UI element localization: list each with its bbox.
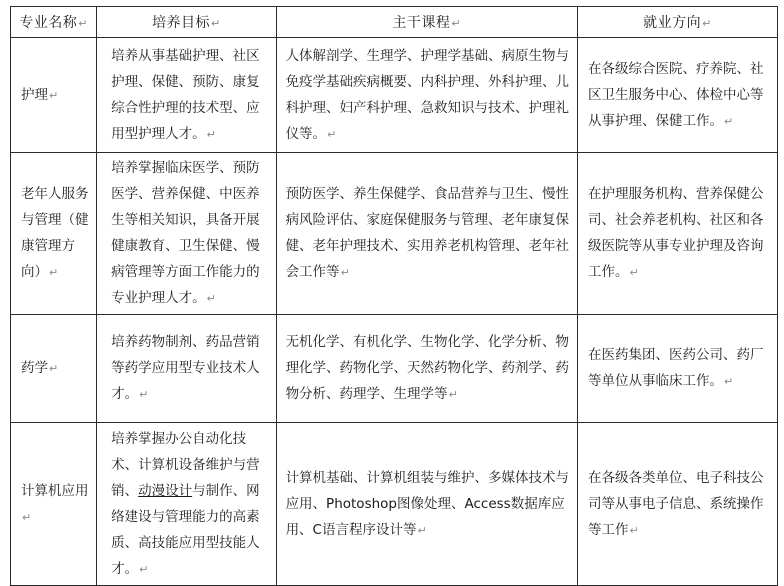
cell-major-name: 计算机应用↵ <box>11 423 97 586</box>
header-main-courses: 主干课程↵ <box>276 7 577 38</box>
paragraph-mark-icon: ↵ <box>78 17 88 30</box>
paragraph-mark-icon: ↵ <box>417 523 427 537</box>
table-row <box>11 315 778 423</box>
paragraph-mark-icon: ↵ <box>340 266 350 279</box>
paragraph-mark-icon: ↵ <box>49 88 59 102</box>
paragraph-mark-icon: ↵ <box>724 375 734 388</box>
cell-career-direction: 在各级综合医院、疗养院、社区卫生服务中心、体检中心等从事护理、保健工作。↵ <box>578 38 778 153</box>
header-training-goal: 培养目标↵ <box>97 7 276 38</box>
paragraph-mark-icon: ↵ <box>49 362 59 375</box>
paragraph-mark-icon: ↵ <box>629 266 639 279</box>
cell-training-goal: 培养从事基础护理、社区护理、保健、预防、康复综合性护理的技术型、应用型护理人才。↵ <box>97 38 276 153</box>
cell-career-direction: 在医药集团、医药公司、药厂等单位从事临床工作。↵ <box>578 315 778 423</box>
paragraph-mark-icon: ↵ <box>49 266 59 279</box>
animation-design-link[interactable]: 动漫设计 <box>138 482 193 499</box>
paragraph-mark-icon: ↵ <box>724 114 734 128</box>
paragraph-mark-icon: ↵ <box>327 127 337 141</box>
cell-main-courses: 预防医学、养生保健学、食品营养与卫生、慢性病风险评估、家庭保健服务与管理、老年康复保健、老年护理技术、实用养老机构管理、老年社会工作等↵ <box>276 153 577 315</box>
cell-main-courses: 无机化学、有机化学、生物化学、化学分析、物理化学、药物化学、天然药物化学、药剂学、药物分析、药理学、生理学等↵ <box>276 315 577 423</box>
cell-career-direction: 在护理服务机构、营养保健公司、社会养老机构、社区和各级医院等从事专业护理及咨询工作。↵ <box>578 153 778 315</box>
header-major-name: 专业名称↵ <box>11 7 97 38</box>
paragraph-mark-icon: ↵ <box>139 388 149 401</box>
cell-training-goal: 培养药物制剂、药品营销等药学应用型专业技术人才。↵ <box>97 315 276 423</box>
header-career-direction: 就业方向↵ <box>578 7 778 38</box>
cell-training-goal: 培养掌握办公自动化技术、计算机设备维护与营销、动漫设计与制作、网络建设与管理能力的高素质、高技能应用型技能人才。↵ <box>97 423 276 586</box>
paragraph-mark-icon: ↵ <box>210 17 221 30</box>
cell-major-name: 护理↵ <box>11 38 97 153</box>
paragraph-mark-icon: ↵ <box>702 17 712 30</box>
cell-major-name: 老年人服务与管理（健康管理方向）↵ <box>11 153 97 315</box>
table-header-row <box>11 7 778 38</box>
paragraph-mark-icon: ↵ <box>206 292 216 305</box>
table-row <box>11 153 778 315</box>
table-row <box>11 38 778 153</box>
cell-main-courses: 人体解剖学、生理学、护理学基础、病原生物与免疫学基础疾病概要、内科护理、外科护理、儿科护理、妇产科护理、急救知识与技术、护理礼仪等。↵ <box>276 38 577 153</box>
paragraph-mark-icon: ↵ <box>451 17 462 30</box>
cell-career-direction: 在各级各类单位、电子科技公司等从事电子信息、系统操作等工作↵ <box>578 423 778 586</box>
paragraph-mark-icon: ↵ <box>139 562 149 576</box>
paragraph-mark-icon: ↵ <box>22 510 32 524</box>
cell-main-courses: 计算机基础、计算机组装与维护、多媒体技术与应用、Photoshop图像处理、Access数据库应用、C语言程序设计等↵ <box>276 423 577 586</box>
table-row <box>11 423 778 586</box>
paragraph-mark-icon: ↵ <box>629 523 639 537</box>
paragraph-mark-icon: ↵ <box>448 388 458 401</box>
cell-training-goal: 培养掌握临床医学、预防医学、营养保健、中医养生等相关知识，具备开展健康教育、卫生保健、慢病管理等方面工作能力的专业护理人才。↵ <box>97 153 276 315</box>
cell-major-name: 药学↵ <box>11 315 97 423</box>
major-info-table <box>10 6 778 586</box>
paragraph-mark-icon: ↵ <box>206 127 216 141</box>
